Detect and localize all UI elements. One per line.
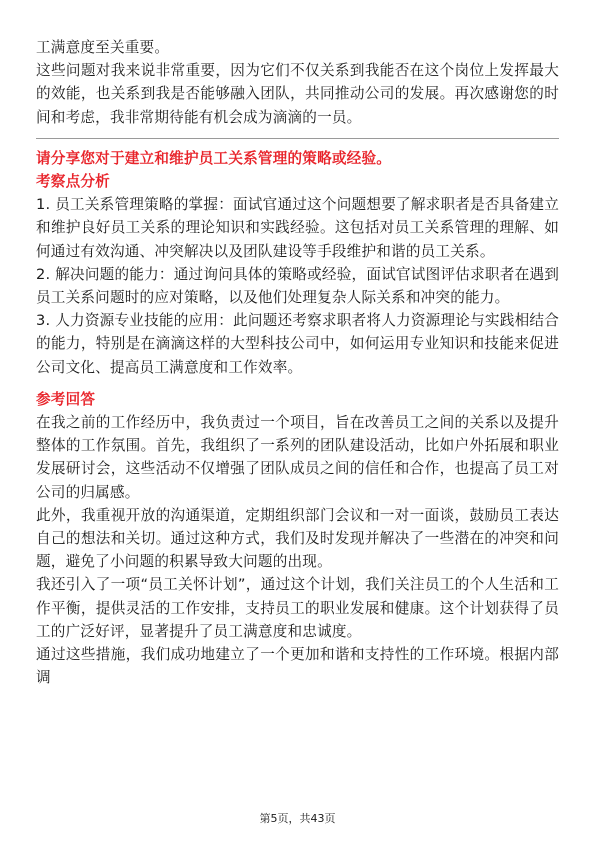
analysis-title: 考察点分析 xyxy=(36,173,110,191)
answer-paragraph: 在我之前的工作经历中，我负责过一个项目，旨在改善员工之间的关系以及提升整体的工作氛围。首先，我组织了一系列的团队建设活动，比如户外拓展和职业发展研讨会，这些活动不仅增强了团队成员之间的信任和合作，也提高了员工对公司的归属感。 xyxy=(36,414,559,501)
intro-paragraph: 工满意度至关重要。 xyxy=(36,39,170,56)
answer-title: 参考回答 xyxy=(36,390,96,408)
question-heading: 请分享您对于建立和维护员工关系管理的策略或经验。 xyxy=(36,149,392,167)
intro-paragraph: 这些问题对我来说非常重要，因为它们不仅关系到我能否在这个岗位上发挥最大的效能，也关系到我是否能够融入团队，共同推动公司的发展。再次感谢您的时间和考虑，我非常期待能有机会成为滴滴的一员。 xyxy=(36,62,559,126)
answer-paragraph: 此外，我重视开放的沟通渠道，定期组织部门会议和一对一面谈，鼓励员工表达自己的想法和关切。通过这种方式，我们及时发现并解决了一些潜在的冲突和问题，避免了小问题的积累导致大问题的出现。 xyxy=(36,506,559,571)
section-divider xyxy=(36,138,559,139)
answer-paragraph: 我还引入了一项“员工关怀计划”，通过这个计划，我们关注员工的个人生活和工作平衡，提供灵活的工作安排，支持员工的职业发展和健康。这个计划获得了员工的广泛好评，显著提升了员工满意度和忠诚度。 xyxy=(36,576,559,640)
answer-paragraph: 通过这些措施，我们成功地建立了一个更加和谐和支持性的工作环境。根据内部调 xyxy=(36,646,559,687)
analysis-item: 3. 人力资源专业技能的应用：此问题还考察求职者将人力资源理论与实践相结合的能力，特别是在滴滴这样的大型科技公司中，如何运用专业知识和技能来促进公司文化、提高员工满意度和工作效率。 xyxy=(36,312,559,376)
analysis-item: 2. 解决问题的能力：通过询问具体的策略或经验，面试官试图评估求职者在遇到员工关系问题时的应对策略，以及他们处理复杂人际关系和冲突的能力。 xyxy=(36,265,559,307)
spacer xyxy=(36,379,559,388)
page-content xyxy=(36,36,559,689)
page-number: 第5页，共43页 xyxy=(259,812,336,825)
analysis-item: 1. 员工关系管理策略的掌握：面试官通过这个问题想要了解求职者是否具备建立和维护良好员工关系的理论知识和实践经验。这包括对员工关系管理的理解、如何通过有效沟通、冲突解决以及团队建设等手段维护和谐的员工关系。 xyxy=(36,196,559,260)
